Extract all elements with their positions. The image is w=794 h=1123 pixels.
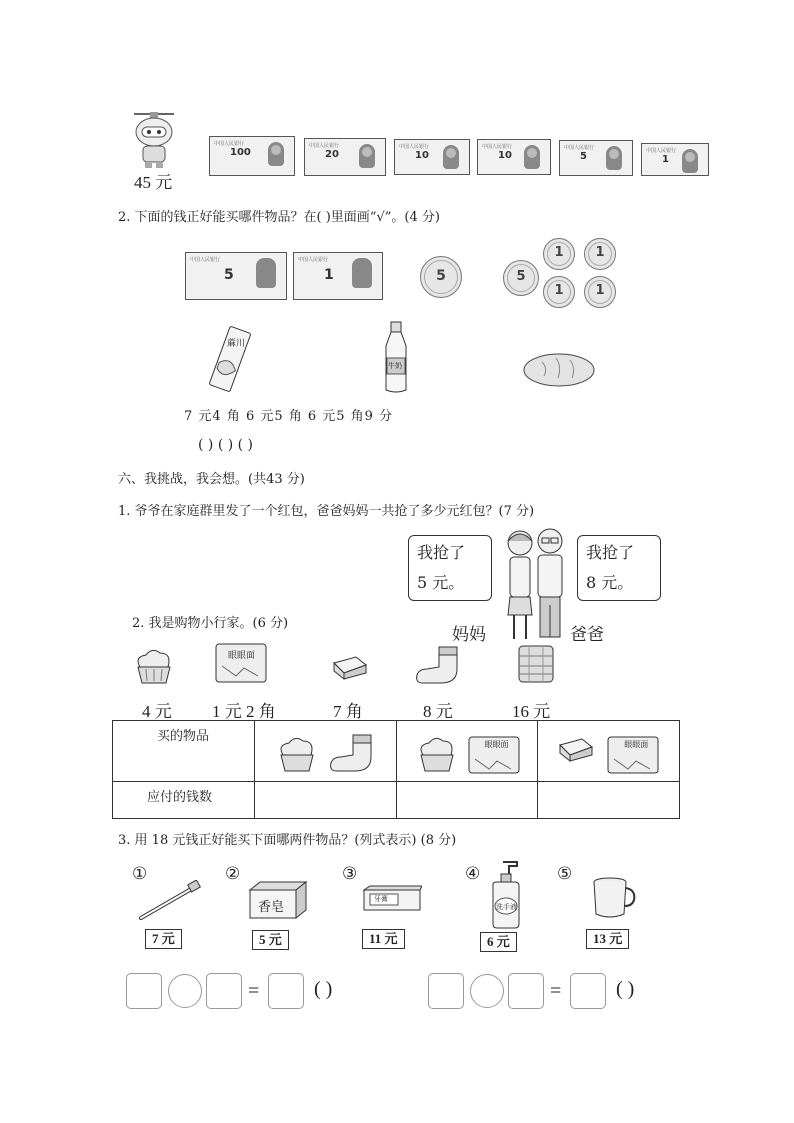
robot-amount: 45 元 <box>134 173 173 192</box>
table-cell-eraser-bread: 眼眼面 <box>538 721 680 782</box>
table-answer-2[interactable] <box>396 782 538 819</box>
price-cupcake: 4 元 <box>142 702 172 721</box>
price-towel: 16 元 <box>512 702 551 721</box>
item-num-4: ④ <box>465 864 481 883</box>
coin-1-d: 1 <box>584 276 616 308</box>
soap-item: 香皂 <box>246 880 310 920</box>
banknote-1: 中国人民银行 1 <box>641 143 709 176</box>
section6-q2-title: 2. 我是购物小行家。(6 分) <box>132 616 289 631</box>
q2-title: 2. 下面的钱正好能买哪件物品？在( )里面画“√”。(4 分) <box>118 210 440 225</box>
parents-figure <box>500 525 572 641</box>
equation1-box-b[interactable] <box>206 973 242 1009</box>
item-num-5: ⑤ <box>557 864 573 883</box>
toothpaste-item: 牙膏 <box>362 884 422 912</box>
table-cell-cupcake-sock <box>254 721 396 782</box>
q2-answer-parens[interactable]: ( ) ( ) ( ) <box>198 437 254 453</box>
equation1-equals: = <box>248 980 260 1002</box>
table-cell-cupcake-bread: 眼眼面 <box>396 721 538 782</box>
equation1-operator[interactable] <box>168 974 202 1008</box>
coin-1-a: 1 <box>543 238 575 270</box>
q2-banknote-5: 中国人民银行 5 <box>185 252 287 300</box>
equation1-box-a[interactable] <box>126 973 162 1009</box>
price-tag-toothbrush: 7 元 <box>145 929 182 949</box>
equation2-equals: = <box>550 980 562 1002</box>
table-answer-3[interactable] <box>538 782 680 819</box>
table-header-cost: 应付的钱数 <box>113 782 255 819</box>
bread-bag-item: 眼眼面 <box>214 642 268 684</box>
hand-soap-item: 洗手液 <box>485 860 525 930</box>
section6-q3-title: 3. 用 18 元钱正好能买下面哪两件物品？(列式表示) (8 分) <box>118 833 457 848</box>
price-bread-bag: 1 元 2 角 <box>212 702 276 721</box>
q2-prices: 7 元4 角 6 元5 角 6 元5 角9 分 <box>184 409 394 424</box>
dad-label: 爸爸 <box>570 625 604 644</box>
toothbrush-item <box>135 880 205 922</box>
robot-figure <box>128 108 180 170</box>
equation2-operator[interactable] <box>470 974 504 1008</box>
shopping-table <box>112 720 680 819</box>
price-tag-cup: 13 元 <box>586 929 629 949</box>
banknote-10-b: 中国人民银行 10 <box>477 139 551 175</box>
table-header-items: 买的物品 <box>113 721 255 782</box>
coin-1-b: 1 <box>584 238 616 270</box>
equation1-unit[interactable]: ( ) <box>314 978 333 1000</box>
banknote-10-a: 中国人民银行 10 <box>394 139 470 175</box>
coin-1-c: 1 <box>543 276 575 308</box>
item-num-2: ② <box>225 864 241 883</box>
section6-q1-title: 1. 爷爷在家庭群里发了一个红包，爸爸妈妈一共抢了多少元红包？(7 分) <box>118 504 535 519</box>
item-num-3: ③ <box>342 864 358 883</box>
sock-item <box>413 645 463 685</box>
eraser-item <box>330 655 368 681</box>
section6-title: 六、我挑战，我会想。(共43 分) <box>118 472 305 487</box>
mom-label: 妈妈 <box>452 625 486 644</box>
equation1-result[interactable] <box>268 973 304 1009</box>
banknote-100: 中国人民银行 100 <box>209 136 295 176</box>
q2-banknote-1: 中国人民银行 1 <box>293 252 383 300</box>
equation2-unit[interactable]: ( ) <box>616 978 635 1000</box>
coin-5-jiao-small: 5 <box>503 260 539 296</box>
bread-item <box>522 350 596 388</box>
price-sock: 8 元 <box>423 702 453 721</box>
equation2-box-a[interactable] <box>428 973 464 1009</box>
dad-speech-bubble: 我抢了 8 元。 <box>577 535 661 601</box>
table-answer-1[interactable] <box>254 782 396 819</box>
banknote-5: 中国人民银行 5 <box>559 140 633 176</box>
equation2-result[interactable] <box>570 973 606 1009</box>
price-eraser: 7 角 <box>333 702 363 721</box>
towel-item <box>515 642 557 686</box>
pastry-bag-item: 蔴川 <box>205 326 255 392</box>
equation2-box-b[interactable] <box>508 973 544 1009</box>
price-tag-hand-soap: 6 元 <box>480 932 517 952</box>
milk-bottle-item: 牛奶 <box>380 320 412 394</box>
mom-speech-bubble: 我抢了 5 元。 <box>408 535 492 601</box>
cupcake-item <box>130 645 178 685</box>
price-tag-toothpaste: 11 元 <box>362 929 405 949</box>
cup-item <box>590 876 636 920</box>
price-tag-soap: 5 元 <box>252 930 289 950</box>
item-num-1: ① <box>132 864 148 883</box>
banknote-20: 中国人民银行 20 <box>304 138 386 176</box>
coin-5-jiao: 5 <box>420 256 462 298</box>
